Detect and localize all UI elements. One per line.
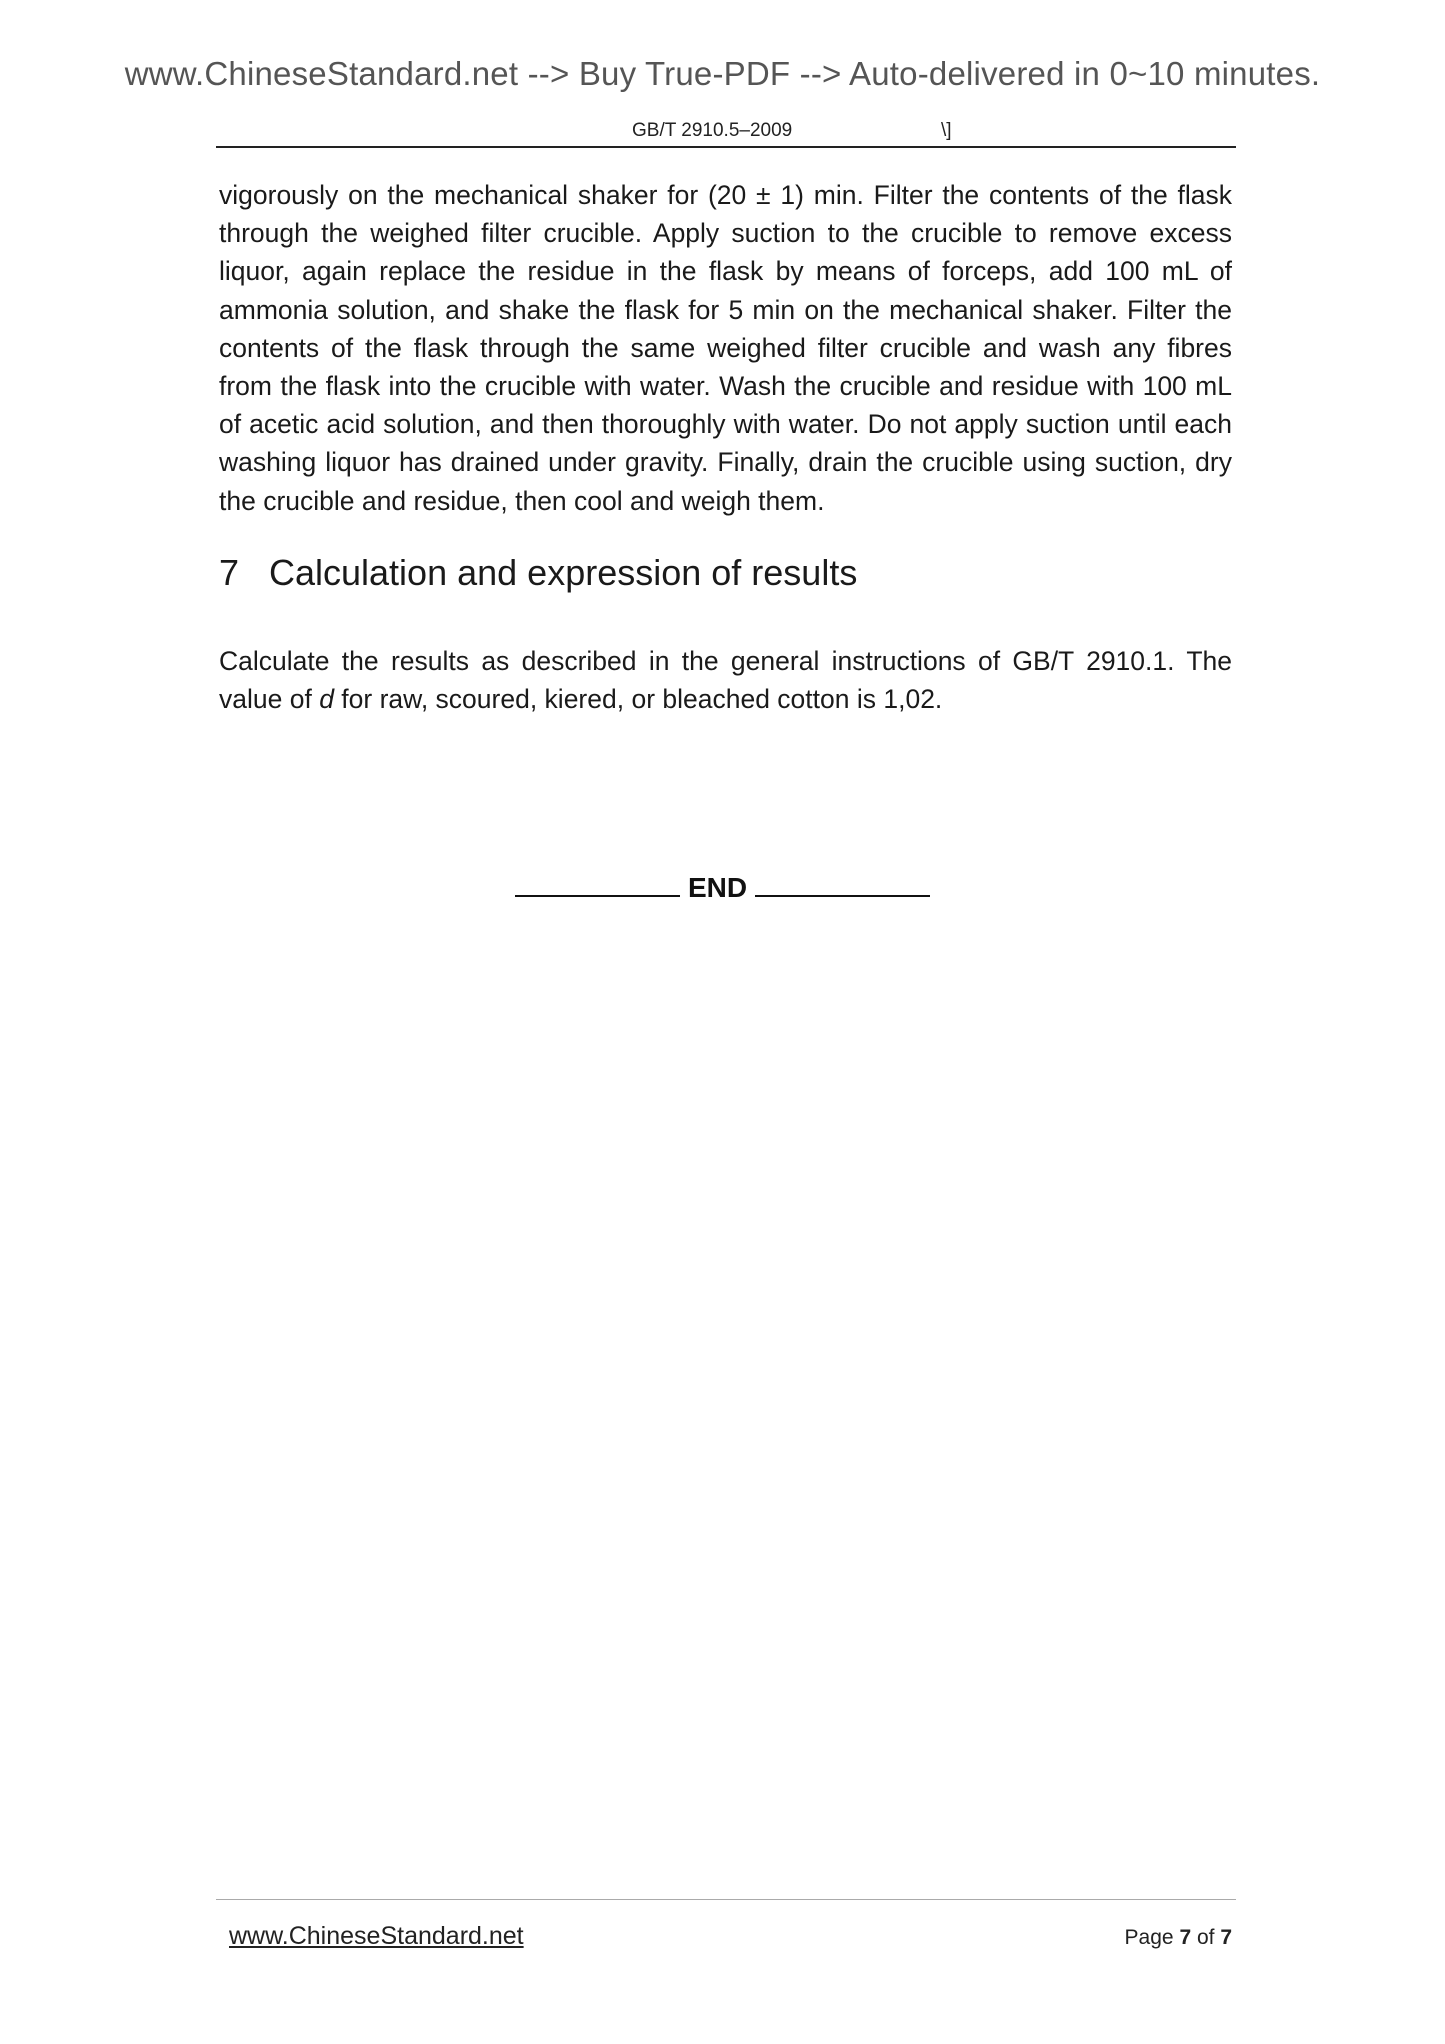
section-title: Calculation and expression of results [269, 552, 858, 593]
footer-website-link[interactable]: www.ChineseStandard.net [229, 1922, 524, 1950]
site-banner: www.ChineseStandard.net --> Buy True-PDF --> Auto-delivered in 0~10 minutes. [124, 55, 1321, 92]
page-number [1125, 1926, 1232, 1950]
section-heading [219, 552, 857, 594]
end-rule-right [755, 873, 930, 897]
end-marker [0, 872, 1445, 904]
end-label: END [687, 872, 748, 903]
footer-divider [216, 1899, 1236, 1900]
page-prefix: Page [1124, 1926, 1180, 1949]
page-total: 7 [1220, 1926, 1232, 1949]
variable-d: d [319, 684, 334, 715]
end-rule-left [515, 873, 680, 897]
page-current: 7 [1179, 1926, 1192, 1949]
procedure-paragraph: vigorously on the mechanical shaker for (20 ± 1) min. Filter the contents of the flask through the weighed filter crucible. Apply suction to the crucible to remove excess liquor, again replace the residue in the flask by means of forceps, add 100 mL of ammonia solution, and shake the flask for 5 min on the mechanical shaker. Filter the contents of the flask through the same weighed filter crucible and wash any fibres from the flask into the crucible with water. Wash the crucible and residue with 100 mL of acetic acid solution, and then thoroughly with water. Do not apply suction until each washing liquor has drained under gravity. Finally, drain the crucible using suction, dry the crucible and residue, then cool and weigh them. [219, 180, 1232, 516]
calculation-text-end: for raw, scoured, kiered, or bleached cotton is 1,02. [333, 684, 943, 715]
page-of: of [1191, 1926, 1221, 1949]
header-mark: \] [941, 120, 952, 141]
standard-header [216, 120, 1236, 148]
calculation-text-start: Calculate the results as described in the general instructions of GB/T 2910.1. The value of [219, 646, 1232, 715]
section-number: 7 [219, 552, 240, 593]
calculation-paragraph [219, 642, 1232, 718]
standard-code: GB/T 2910.5–2009 [632, 120, 793, 141]
